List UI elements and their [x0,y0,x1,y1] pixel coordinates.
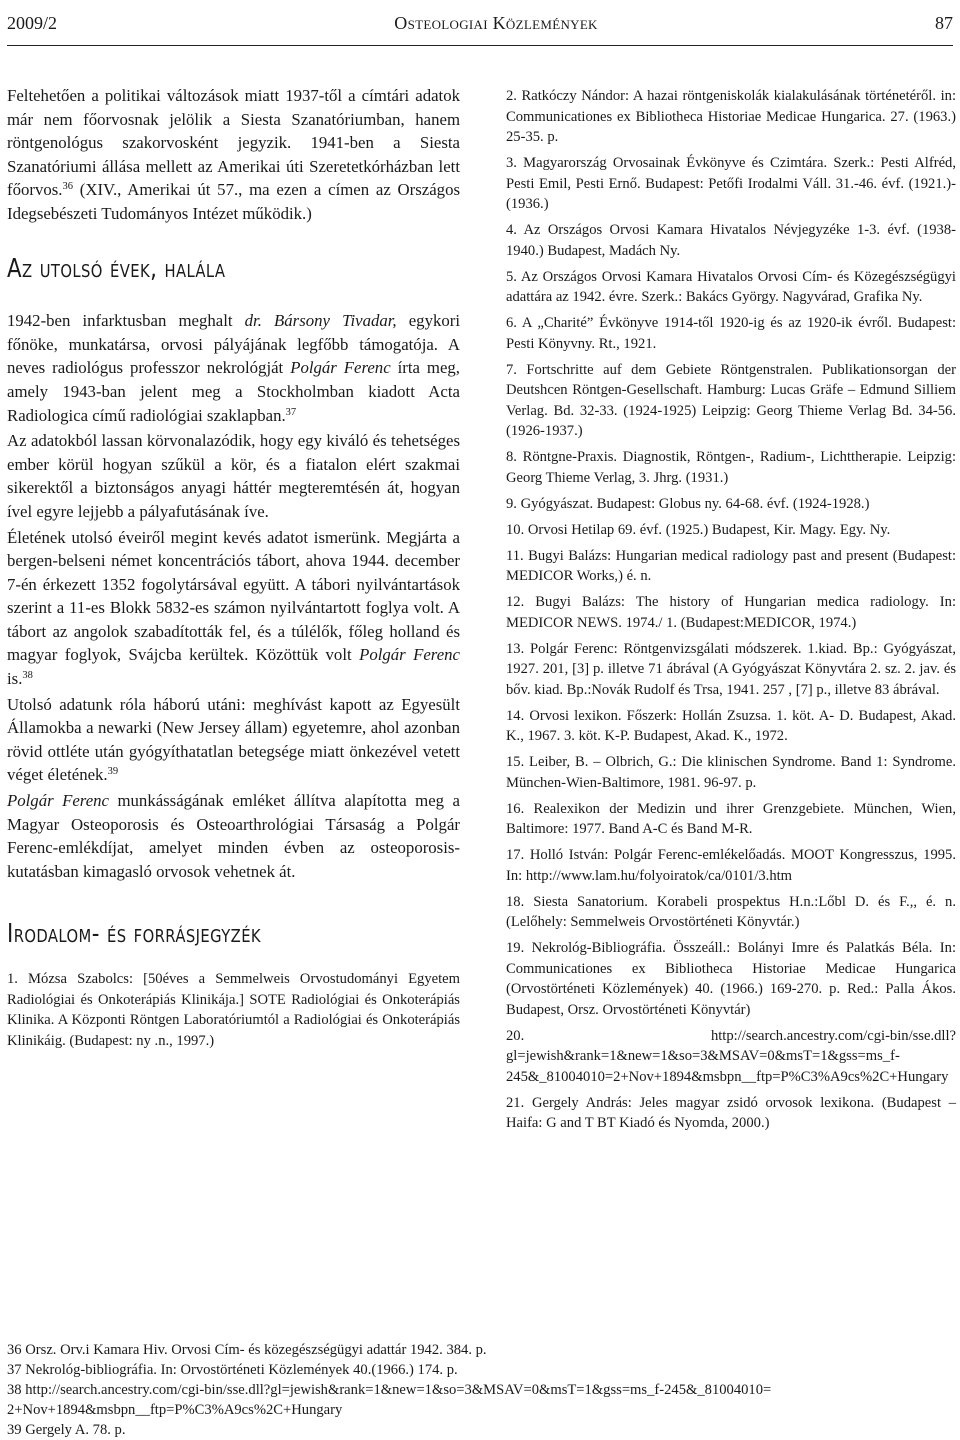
left-column [7,84,460,1051]
p1-text-c: egykori főnöke, munkatársa, orvosi pályájának legfőbb támogatója. A neves radiológus professzor nekrológját [7,311,460,378]
p5-name-polgar: Polgár Ferenc [7,791,109,811]
reference-item: 7. Fortschritte auf dem Gebiete Röntgenstralen. Publikationsorgan der Deutshcen Röntgen-Gesellschaft. Hamburg: Lucas Gräfe – Edmund Silliem Verlag. Bd. 32-33. (1924-1925) Leipzig: Georg Thieme Verlag Bd. 34-56. (1926-1937.) [506,361,956,439]
reference-item: 19. Nekrológ-Bibliográfia. Összeáll.: Bolányi Imre és Palatkás Béla. In: Communicationes ex Bibliotheca Historiae Medicae Hungarica (Orvostörténeti Közlemények) 40. (1966.) 169-270. p. Red.: Palla Ákos. Budapest, Orsz. Orvostörténeti Könyvtár) [506,940,956,1018]
section-heading-last-years: Az utolsó évek, halála [7,253,226,284]
reference-item-1: 1. Mózsa Szabolcs: [50éves a Semmelweis Orvostudományi Egyetem Radiológiai és Onkoterápiás Klinikája.] SOTE Radiológiai és Onkoterápiás Klinika. A Központi Röntgen Laboratóriumtól a Radiológiai és Onkoterápiás Klinikáig. (Budapest: ny .n., 1997.) [7,971,460,1049]
p1-text-a: 1942-ben infarktusban meghalt [7,311,245,331]
reference-item: 4. Az Országos Orvosi Kamara Hivatalos Névjegyzéke 1-3. évf. (1938-1940.) Budapest, Madách Ny. [506,222,956,259]
page-number: 87 [935,13,953,33]
p1-text-e: írta meg, amely 1943-ban jelent meg a Stockholmban kiadott Acta Radiologica című radiológiai szaklapban. [7,358,461,425]
footnote-item: 38 http://search.ancestry.com/cgi-bin/sse.dll?gl=jewish&rank=1&new=1&so=3&MSAV=0&msT=1&gss=ms_f-245&_81004010= 2+Nov+1894&msbpn__ftp=P%C3%A9cs%2C+Hungary [7,1382,772,1418]
reference-item: 9. Gyógyászat. Budapest: Globus ny. 64-68. évf. (1924-1928.) [506,495,870,512]
footnote-ref-36: 36 [62,181,73,193]
footnote-item: 39 Gergely A. 78. p. [7,1422,126,1438]
p1-name-polgar: Polgár Ferenc [290,358,391,378]
reference-item: 6. A „Charité” Évkönyve 1914-től 1920-ig és az 1920-ik évről. Budapest: Pesti Könyvny. Rt., 1921. [506,315,956,352]
reference-item: 12. Bugyi Balázs: The history of Hungarian medica radiology. In: MEDICOR NEWS. 1974./ 1. (Budapest:MEDICOR, 1974.) [506,594,956,631]
reference-item: 3. Magyarország Orvosainak Évkönyve és Czimtára. Szerk.: Pesti Alfréd, Pesti Emil, Pesti Ernő. Budapest: Petőfi Irodalmi Váll. 31.-46. évf. (1921.)-(1936.) [506,155,956,212]
footnotes [7,1332,957,1440]
journal-title: Osteologiai Közlemények [394,13,598,33]
reference-list [506,86,956,1139]
paragraph-5 [7,789,460,883]
reference-item: 10. Orvosi Hetilap 69. évf. (1925.) Budapest, Kir. Magy. Egy. Ny. [506,521,891,538]
footnote-item: 36 Orsz. Orv.i Kamara Hiv. Orvosi Cím- és közegészségügyi adattár 1942. 384. p. [7,1342,487,1358]
reference-item: 5. Az Országos Orvosi Kamara Hivatalos Orvosi Cím- és Közegészségügyi adattára az 1942. évre. Szerk.: Bakács György. Nagyvárad, Grafika Ny. [506,268,956,305]
issue-label: 2009/2 [7,13,58,33]
reference-item: 16. Realexikon der Medizin und ihrer Grenzgebiete. München, Wien, Baltimore: 1977. Band A-C és Band M-R. [506,800,956,837]
reference-item: 17. Holló István: Polgár Ferenc-emlékelőadás. MOOT Kongresszus, 1995. In: http://www.lam.hu/folyoiratok/ca/0101/3.htm [506,847,956,884]
p4-text-a: Utolsó adatunk róla háború utáni: meghívást kapott az Egyesült Államokba a newarki (New Jersey állam) egyetemre, ahol azonban rövid ottléte után gyógyíthatatlan betegsége miatt önkezével vetett véget életének. [7,694,460,785]
p5-text-b: munkásságának emléket állítva alapította meg a Magyar Osteoporosis és Osteoarthrológiai Társaság a Polgár Ferenc-emlékdíjat, amelyet minden évben az osteoporosis-kutatásban kimagasló orvosok vehetnek át. [7,791,460,881]
intro-text-b: (XIV., Amerikai út 57., ma ezen a címen az Országos Idegsebészeti Tudományos Intézet működik.) [7,180,460,223]
reference-item: 14. Orvosi lexikon. Főszerk: Hollán Zsuzsa. 1. köt. A- D. Budapest, Akad. K., 1967. 3. köt. K-P. Budapest, Akad. K., 1972. [506,707,956,744]
reference-item: 13. Polgár Ferenc: Röntgenvizsgálati módszerek. 1.kiad. Bp.: Gyógyászat, 1927. 201, [3] p. illetve 71 ábrával (A Gyógyászat Könyvtára 2. sz. 2. jav. és bőv. kiad. Bp.:Novák Rudolf és Trsa, 1941. 257 , [7] p., illetve 83 ábrával. [506,640,956,698]
intro-text-a: Feltehetően a politikai változások miatt 1937-től a címtári adatok már nem főorvosnak jelölik a Siesta Szanatóriumban, hanem röntgenológus szakorvosként jegyzik. 1941-ben a Siesta Szanatóriumi állása mellett az Amerikai úti Szeretetkórházban lett főorvos. [7,86,460,200]
p3-text-a: Életének utolsó éveiről megint kevés adatot ismerünk. Megjárta a bergen-belseni német koncentrációs tábort, ahova 1944. december 7-én érkezett 1352 fogolytársával együtt. A tábori nyilvántartások szerint a 11-es Blokk 5832-es számon nyilvántartott foglya volt. A tábort az angolok szabadították fel, és a túlélők, főleg holland és magyar foglyok, Svájcba kerültek. Közöttük volt [7,527,460,665]
paragraph-4 [7,693,460,787]
footnote-item: 37 Nekrológ-bibliográfia. In: Orvostörténeti Közlemények 40.(1966.) 174. p. [7,1362,458,1378]
paragraph-1 [7,309,460,427]
reference-item: 18. Siesta Sanatorium. Korabeli prospektus H.n.:Lőbl D. és F.,, é. n. (Lelőhely: Semmelweis Orvostörténeti Könyvtár.) [506,893,956,930]
intro-paragraph [7,84,460,226]
reference-item: 15. Leiber, B. – Olbrich, G.: Die klinischen Syndrome. Band 1: Syndrome. München-Wien-Baltimore, 1981. 96-97. p. [506,754,956,791]
footnote-ref-38: 38 [22,670,33,682]
reference-item: 21. Gergely András: Jeles magyar zsidó orvosok lexikona. (Budapest – Haifa: G and T BT Kiadó és Nyomda, 2000.) [506,1094,956,1131]
section-heading-references: Irodalom- és forrásjegyzék [7,919,262,950]
p1-name-barsony: dr. Bársony Tivadar, [244,311,397,331]
p3-name-polgar: Polgár Ferenc [359,645,460,665]
footnote-ref-37: 37 [285,406,297,418]
footnote-ref-39: 39 [107,766,119,778]
reference-item: 2. Ratkóczy Nándor: A hazai röntgeniskolák kialakulásának történetéről. in: Communicationes ex Bibliotheca Historiae Medicae Hungarica. 27. (1963.) 25-35. p. [506,88,956,145]
reference-item: 8. Röntgne-Praxis. Diagnostik, Röntgen-, Radium-, Lichttherapie. Leipzig: Georg Thieme Verlag, 3. Jhrg. (1931.) [506,449,956,486]
paragraph-2: Az adatokból lassan körvonalazódik, hogy egy kiváló és tehetséges ember körül hogyan szűkül a kör, és a fiatalon elért szakmai sikerektől a biztonságos anyagi háttér megteremtésén át, hogyan ível egyre lejjebb a pályafutásának íve. [7,431,460,521]
paragraph-3 [7,526,460,691]
p3-text-c: is. [7,669,23,689]
reference-item: 20. http://search.ancestry.com/cgi-bin/sse.dll?gl=jewish&rank=1&new=1&so=3&MSAV=0&msT=1&gss=ms_f-245&_81004010=2+Nov+1894&msbpn__ftp=P%C3%A9cs%2C+Hungary [506,1027,956,1085]
reference-item: 11. Bugyi Balázs: Hungarian medical radiology past and present (Budapest: MEDICOR Works,) é. n. [506,547,956,584]
running-header [7,0,953,46]
